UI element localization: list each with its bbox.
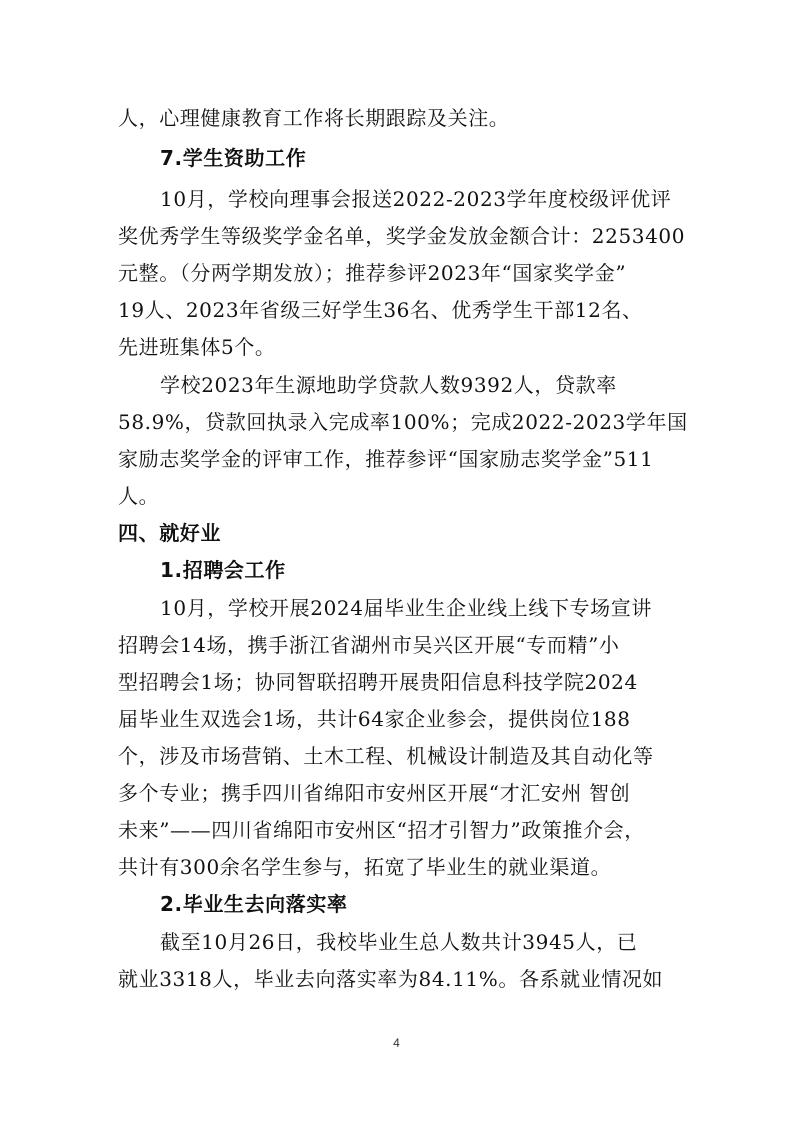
paragraph-line: 10月，学校向理事会报送2022-2023学年度校级评优评 <box>160 187 672 211</box>
page-number: 4 <box>393 1036 400 1050</box>
paragraph-line: 58.9%，贷款回执录入完成率100%；完成2022-2023学年国 <box>118 410 688 434</box>
paragraph-line: 先进班集体5个。 <box>118 335 276 359</box>
paragraph-line: 学校2023年生源地助学贷款人数9392人，贷款率 <box>160 373 617 397</box>
paragraph-line: 届毕业生双选会1场，共计64家企业参会，提供岗位188 <box>118 707 631 731</box>
paragraph-line: 就业3318人，毕业去向落实率为84.11%。各系就业情况如 <box>118 967 664 991</box>
paragraph-line: 人。 <box>118 484 160 508</box>
paragraph-line: 未来”——四川省绵阳市安州区“招才引智力”政策推介会， <box>118 818 645 842</box>
paragraph-line: 元整。（分两学期发放）；推荐参评2023年“国家奖学金” <box>118 261 627 285</box>
paragraph-line: 型招聘会1场；协同智联招聘开展贵阳信息科技学院2024 <box>118 670 638 694</box>
paragraph-line: 招聘会14场，携手浙江省湖州市吴兴区开展“专而精”小 <box>118 633 620 657</box>
section-heading-student-aid: 7.学生资助工作 <box>160 146 307 170</box>
paragraph-line: 多个专业；携手四川省绵阳市安州区开展“才汇安州 智创 <box>118 781 631 805</box>
paragraph-line: 共计有300余名学生参与，拓宽了毕业生的就业渠道。 <box>118 855 612 879</box>
paragraph-line: 人，心理健康教育工作将长期跟踪及关注。 <box>118 106 510 130</box>
paragraph-line: 截至10月26日，我校毕业生总人数共计3945人，已 <box>160 930 638 954</box>
paragraph-line: 19人、2023年省级三好学生36名、优秀学生干部12名、 <box>118 298 643 322</box>
paragraph-line: 家励志奖学金的评审工作，推荐参评“国家励志奖学金”511 <box>118 447 654 471</box>
section-heading-destination-rate: 2.毕业生去向落实率 <box>160 892 348 916</box>
section-heading-job-fair: 1.招聘会工作 <box>160 558 286 582</box>
paragraph-line: 奖优秀学生等级奖学金名单，奖学金发放金额合计：2253400 <box>118 224 686 248</box>
section-heading-employment: 四、就好业 <box>118 521 221 545</box>
paragraph-line: 个，涉及市场营销、土木工程、机械设计制造及其自动化等 <box>118 744 654 768</box>
paragraph-line: 10月，学校开展2024届毕业生企业线上线下专场宣讲 <box>160 596 652 620</box>
